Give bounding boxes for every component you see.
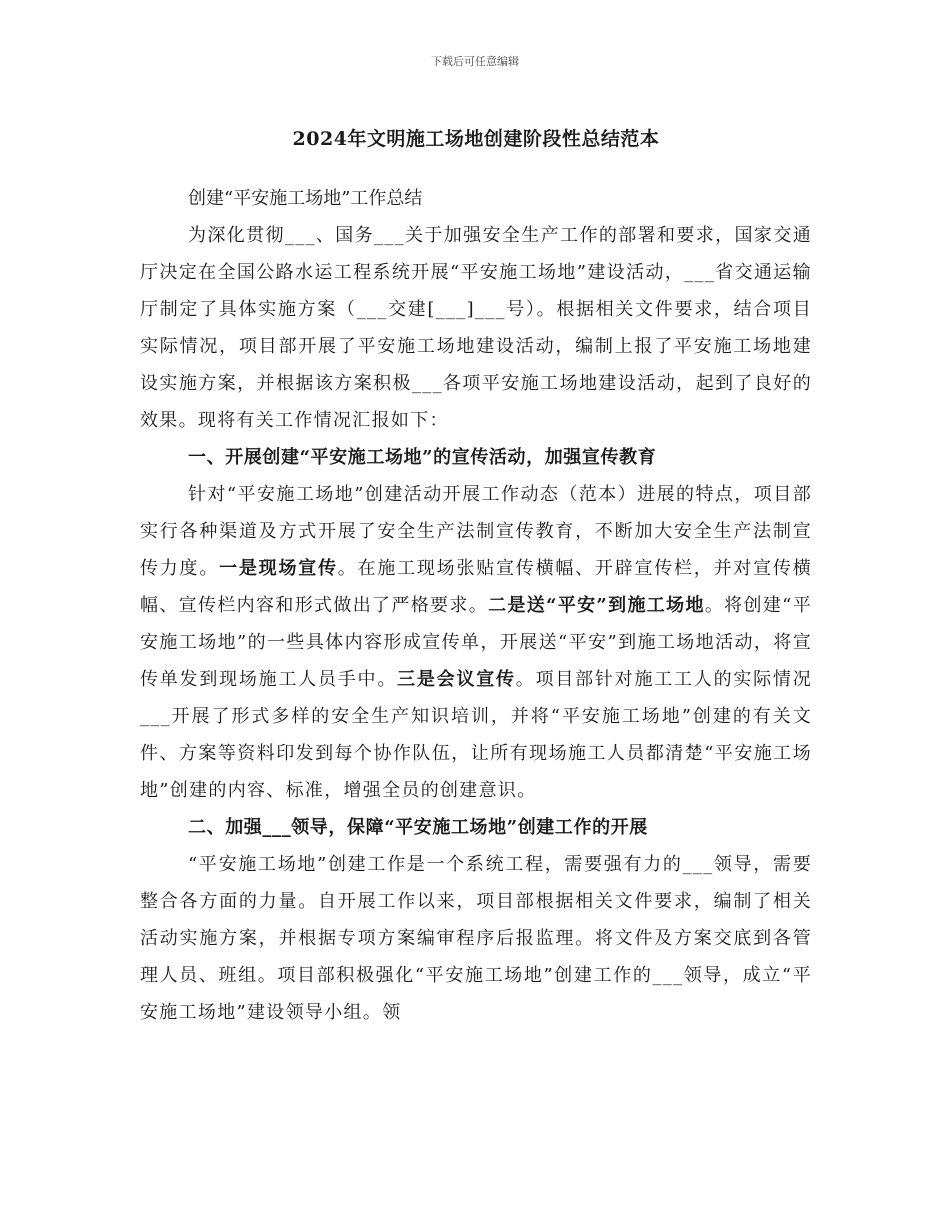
section-1-text-d: 。项目部针对施工工人的实际情况___开展了形式多样的安全生产知识培训，并将“平安施工场地”创建的有关文件、方案等资料印发到每个协作队伍，让所有现场施工人员都清楚“平安施工场地”创建的内容、标准，增强全员的创建意识。 [140,669,812,801]
lead-meeting-publicity: 三是会议宣传 [397,669,516,690]
document-subtitle: 创建“平安施工场地”工作总结 [188,188,423,209]
lead-onsite-publicity: 一是现场宣传 [219,558,338,579]
section-1-text-a: 针对“平安施工场地”创建活动开展工作动态（范本）进展的特点，项目部实行各种渠道及方式开展了安全生产法制宣传教育，不断加大安全生产法制宣传力度。 [140,484,812,579]
header-note: 下载后可任意编辑 [431,55,519,68]
document-title: 2024年文明施工场地创建阶段性总结范本 [292,128,660,150]
intro-paragraph: 为深化贯彻___、国务___关于加强安全生产工作的部署和要求，国家交通厅决定在全国公路水运工程系统开展“平安施工场地”建设活动，___省交通运输厅制定了具体实施方案（___交建[___]___号）。根据相关文件要求，结合项目实际情况，项目部开展了平安施工场地建设活动，编制上报了平安施工场地建设实施方案，并根据该方案积极___各项平安施工场地建设活动，起到了良好的效果。现将有关工作情况汇报如下： [140,225,812,431]
section-1-heading: 一、开展创建“平安施工场地”的宣传活动，加强宣传教育 [188,447,657,468]
document-body [140,122,812,1031]
section-1-text-b: 。在施工现场张贴宣传横幅、开辟宣传栏，并对宣传横幅、宣传栏内容和形式做出了严格要求。 [140,558,812,616]
section-2-paragraph: “平安施工场地”创建工作是一个系统工程，需要强有力的___领导，需要整合各方面的力量。自开展工作以来，项目部根据相关文件要求，编制了相关活动实施方案，并根据专项方案编审程序后报监理。将文件及方案交底到各管理人员、班组。项目部积极强化“平安施工场地”创建工作的___领导，成立“平安施工场地”建设领导小组。领 [140,854,812,1023]
section-2-heading: 二、加强___领导，保障“平安施工场地”创建工作的开展 [188,817,648,838]
lead-deliver-safety: 二是送“平安”到施工场地 [488,595,705,616]
section-1-text-c: 。将创建“平安施工场地”的一些具体内容形成宣传单，开展送“平安”到施工场地活动，将宣传单发到现场施工人员手中。 [140,595,812,690]
section-1-paragraph [140,476,812,809]
